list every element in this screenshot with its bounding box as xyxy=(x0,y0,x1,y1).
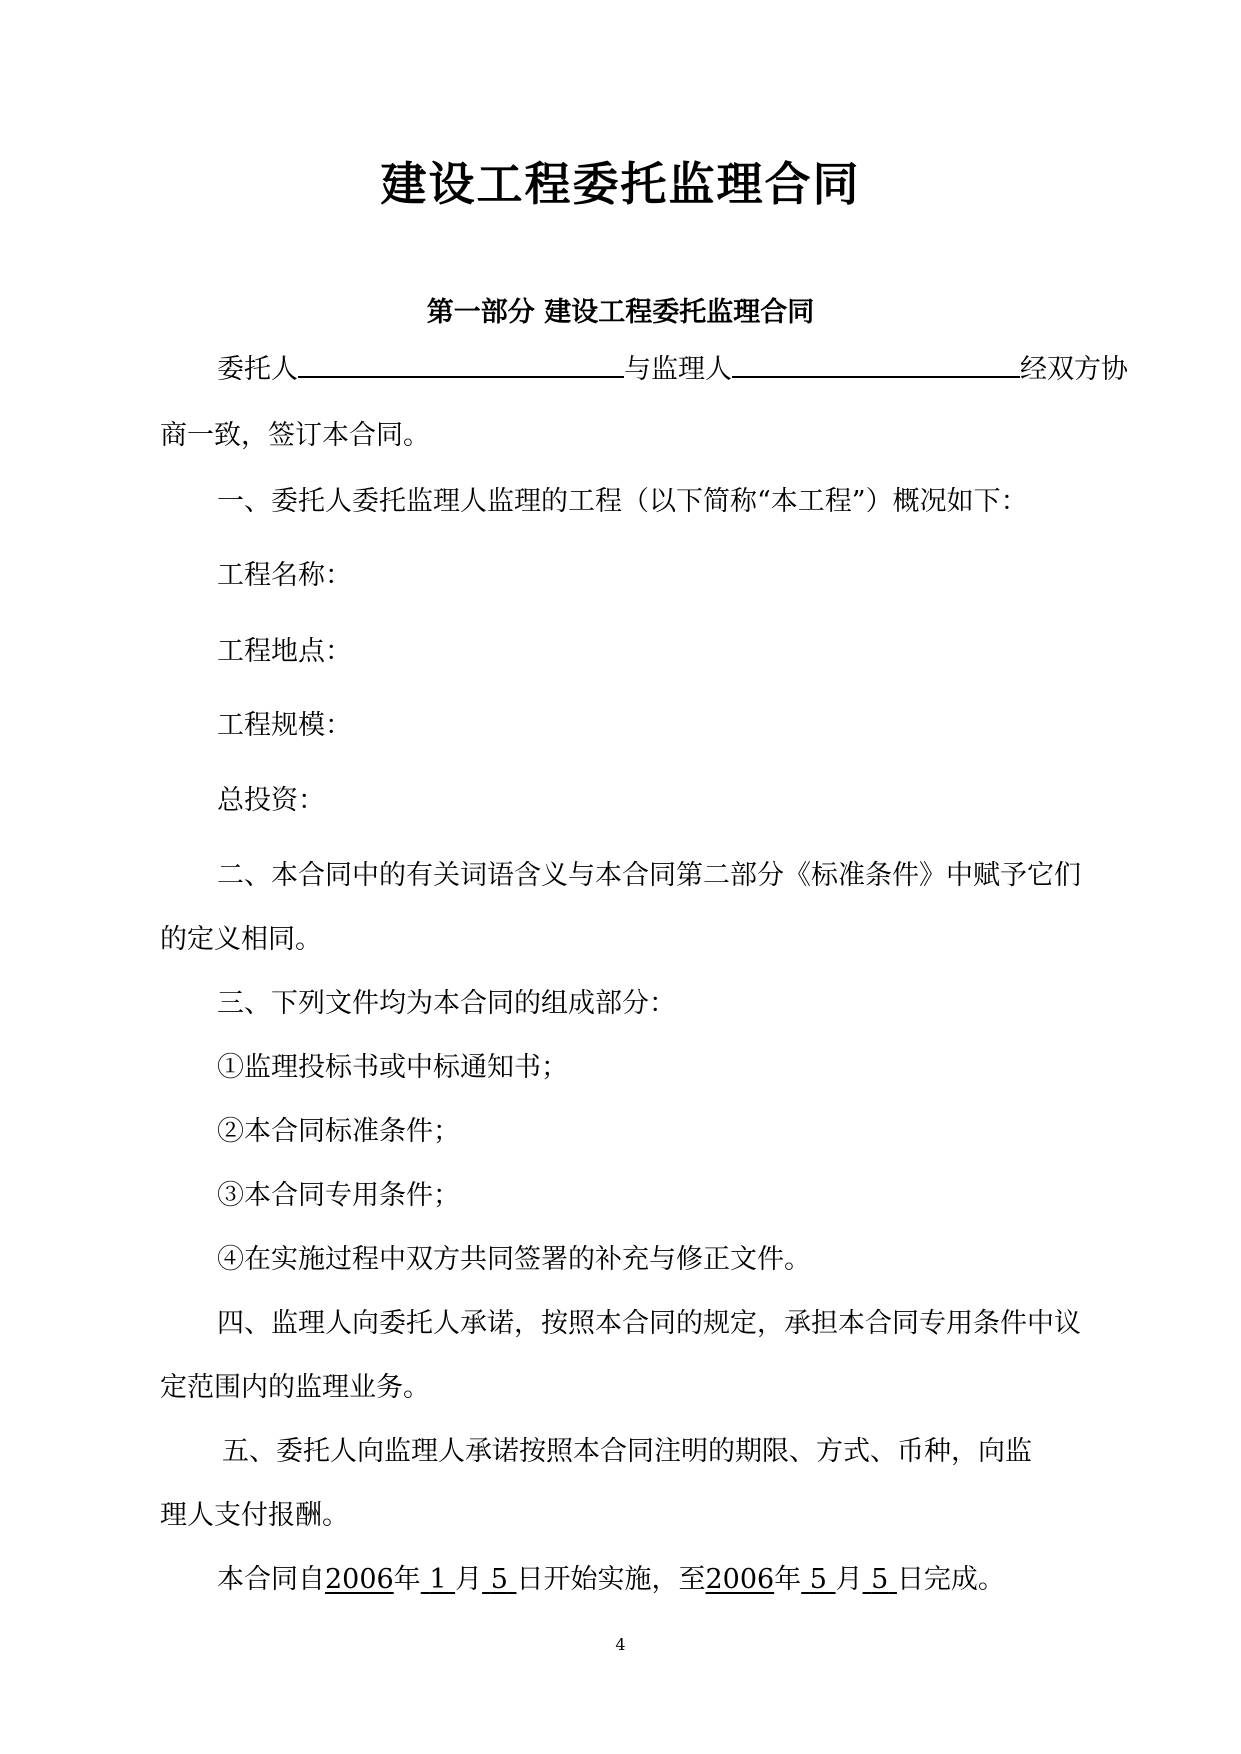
start-month: 1 xyxy=(429,1564,447,1595)
contract-term-line xyxy=(217,1562,1005,1598)
supervisor-blank[interactable] xyxy=(732,352,1020,378)
client-label: 委托人 xyxy=(217,354,298,385)
term-prefix: 本合同自 xyxy=(217,1564,325,1595)
supervisor-label: 与监理人 xyxy=(624,354,732,385)
page-number: 4 xyxy=(615,1635,626,1654)
field-total-investment: 总投资： xyxy=(217,785,325,816)
clause-4-line-2: 定范围内的监理业务。 xyxy=(160,1372,430,1403)
start-year: 2006 xyxy=(325,1564,394,1595)
clause-5-line-1: 五、委托人向监理人承诺按照本合同注明的期限、方式、币种，向监 xyxy=(222,1436,1032,1467)
start-month-label: 月 xyxy=(455,1564,483,1595)
start-day: 5 xyxy=(490,1564,508,1595)
clause-5-line-2: 理人支付报酬。 xyxy=(160,1500,349,1531)
parties-continuation: 商一致，签订本合同。 xyxy=(160,420,430,451)
end-year-label: 年 xyxy=(774,1564,802,1595)
start-year-label: 年 xyxy=(393,1564,421,1595)
end-year: 2006 xyxy=(705,1564,775,1595)
clause-4-line-1: 四、监理人向委托人承诺，按照本合同的规定，承担本合同专用条件中议 xyxy=(217,1308,1081,1339)
end-day: 5 xyxy=(871,1564,889,1595)
doc-item-3: ③本合同专用条件； xyxy=(217,1180,460,1211)
part-heading: 第一部分 建设工程委托监理合同 xyxy=(426,297,815,328)
doc-item-4: ④在实施过程中双方共同签署的补充与修正文件。 xyxy=(217,1244,811,1275)
clause-3: 三、下列文件均为本合同的组成部分： xyxy=(217,988,676,1019)
field-project-name: 工程名称： xyxy=(217,560,352,591)
doc-item-1: ①监理投标书或中标通知书； xyxy=(217,1052,568,1083)
clause-2-line-2: 的定义相同。 xyxy=(160,924,322,955)
field-project-scale: 工程规模： xyxy=(217,710,352,741)
field-project-location: 工程地点： xyxy=(217,636,352,667)
clause-1: 一、委托人委托监理人监理的工程（以下简称“本工程”）概况如下： xyxy=(217,486,1028,517)
end-month: 5 xyxy=(809,1564,827,1595)
end-suffix: 日完成。 xyxy=(896,1564,1005,1595)
contract-title: 建设工程委托监理合同 xyxy=(380,157,861,211)
clause-2-line-1: 二、本合同中的有关词语含义与本合同第二部分《标准条件》中赋予它们 xyxy=(217,860,1081,891)
parties-tail: 经双方协 xyxy=(1020,354,1128,385)
start-suffix: 日开始实施，至 xyxy=(516,1564,706,1595)
end-month-label: 月 xyxy=(835,1564,863,1595)
client-blank[interactable] xyxy=(298,352,624,378)
parties-line xyxy=(217,352,1128,388)
doc-item-2: ②本合同标准条件； xyxy=(217,1116,460,1147)
